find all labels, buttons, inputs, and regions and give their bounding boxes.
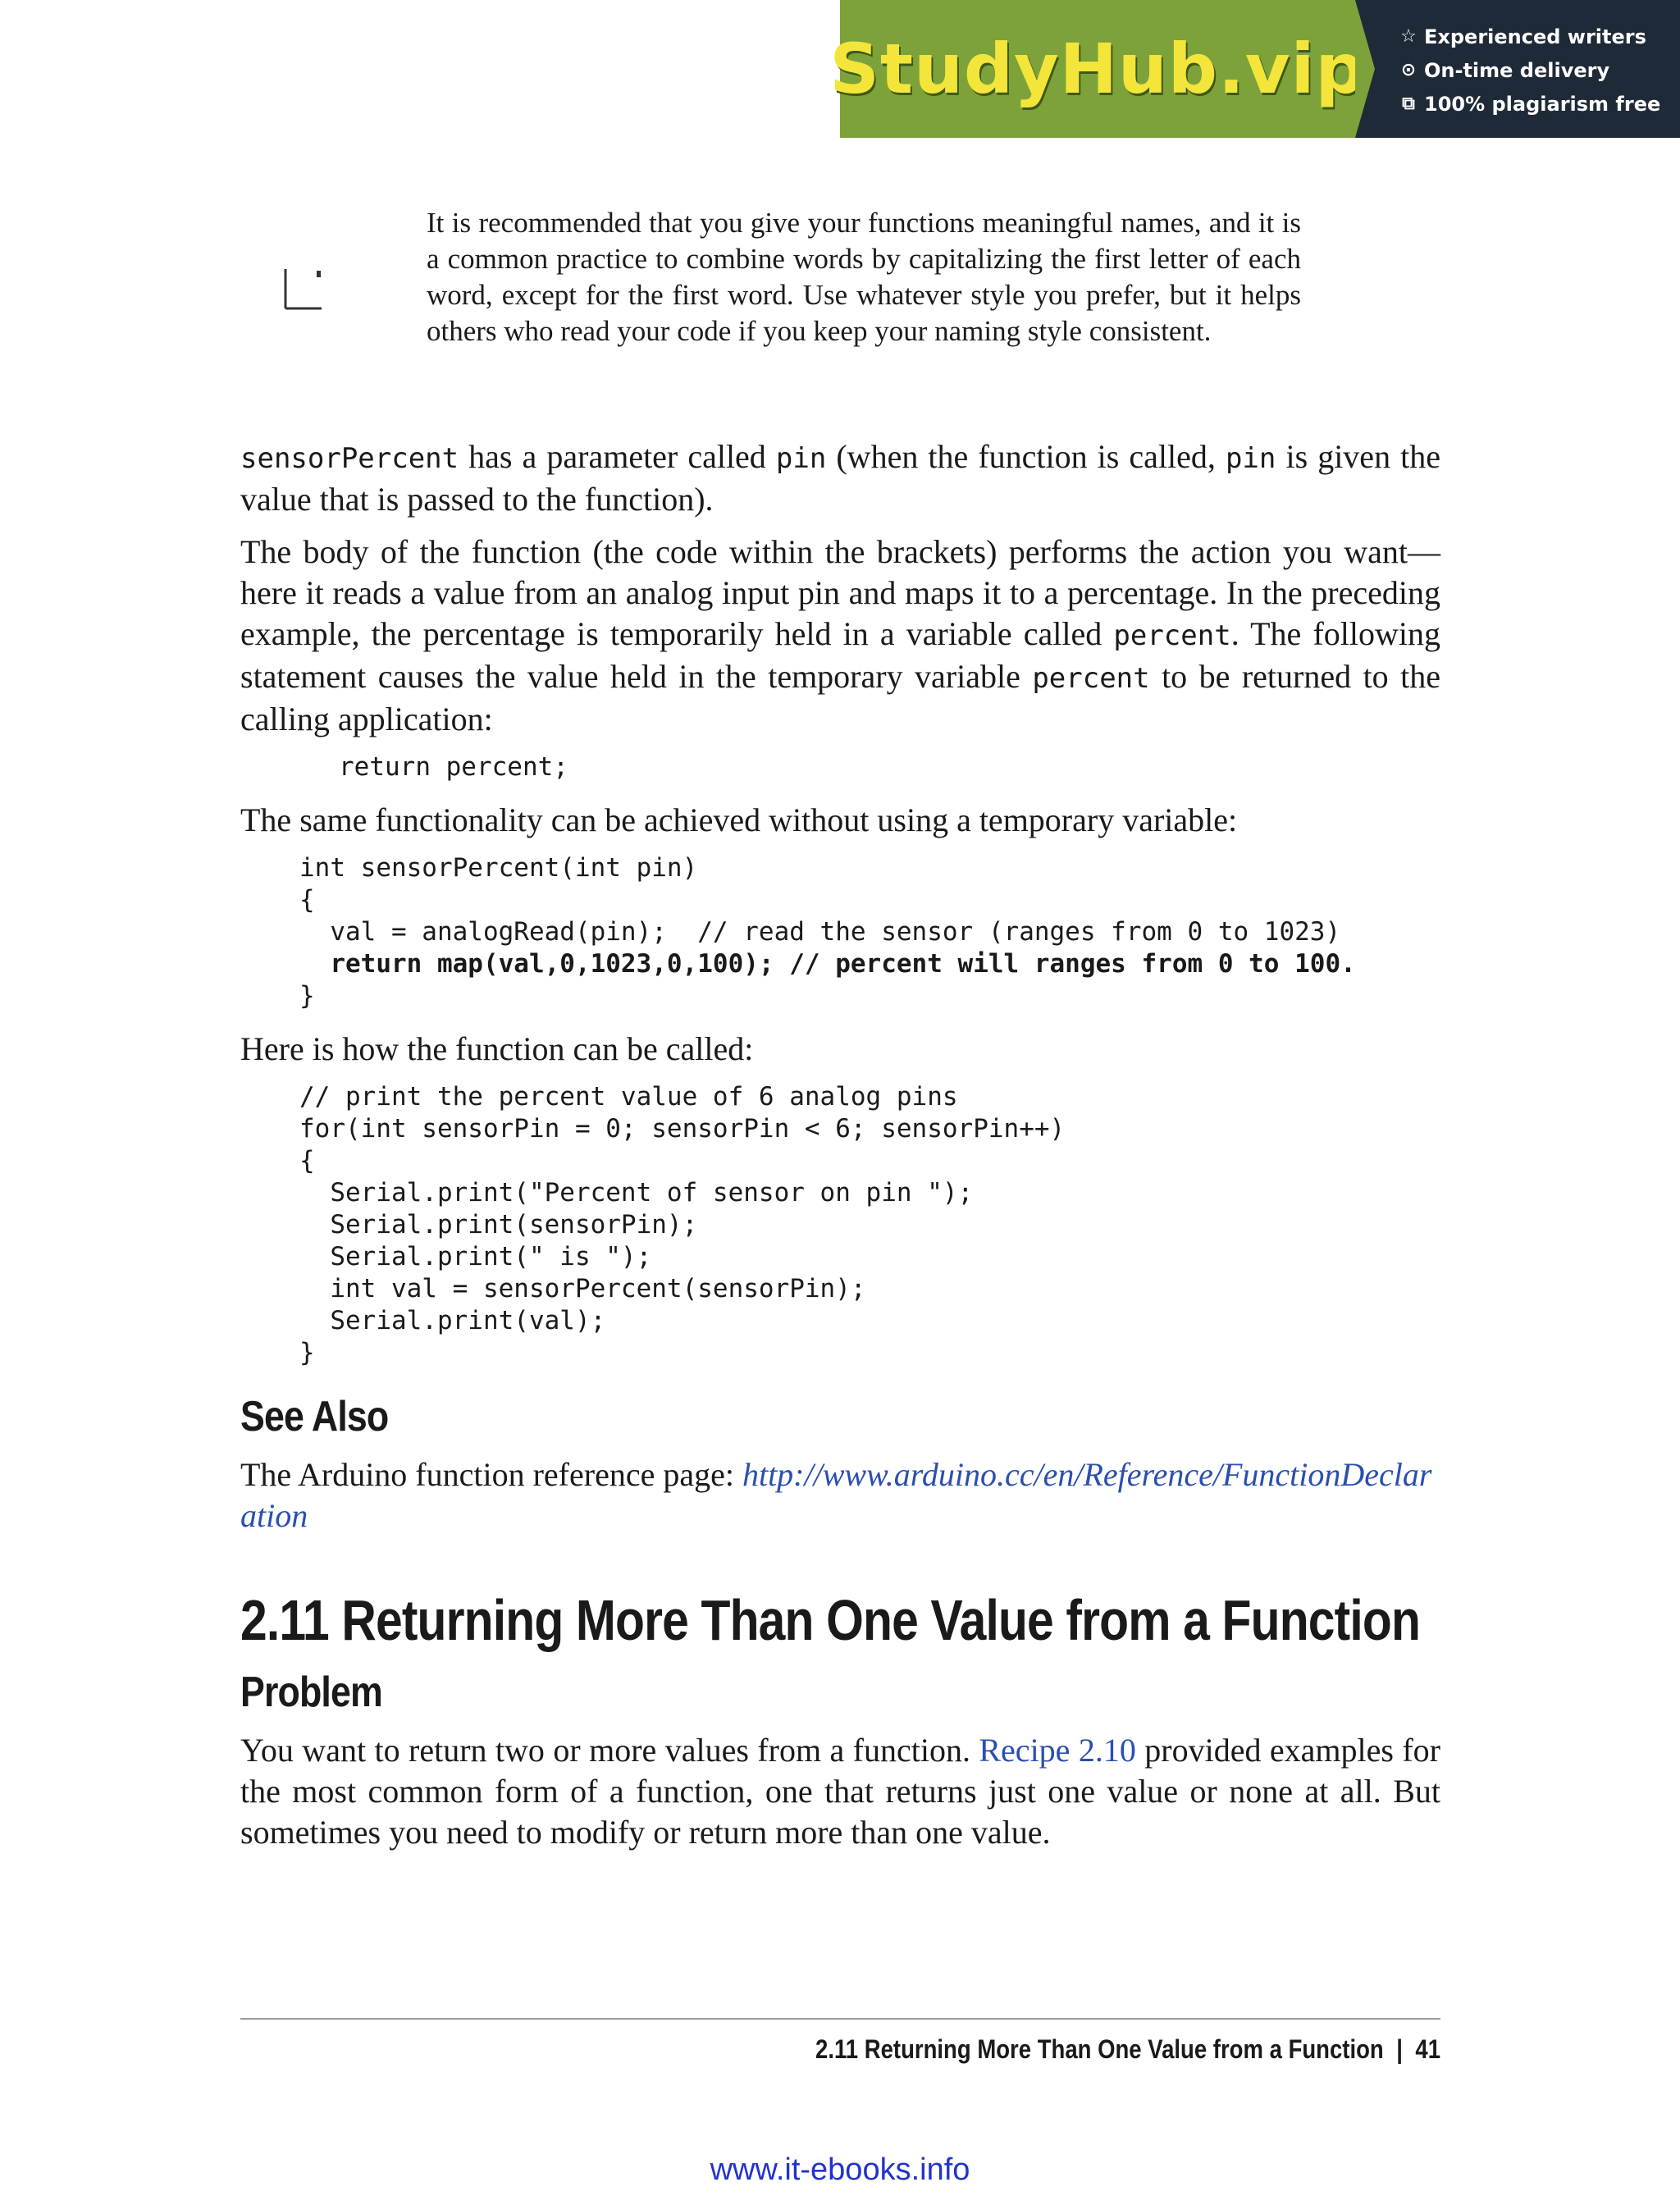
paragraph-function-body [240,532,1440,740]
inline-code: pin [775,442,827,475]
problem-heading: Problem [240,1669,382,1716]
recipe-link[interactable]: Recipe 2.10 [979,1732,1136,1769]
text: provided examples for the most common form of a function, one that returns just one value or none at all. But sometimes you need to modify or return more than one value. [240,1732,1440,1851]
code-return-statement: return percent; [339,752,568,782]
feature-label: 100% plagiarism free [1424,92,1661,116]
code-call-example: // print the percent value of 6 analog pins for(int sensorPin = 0; sensorPin < 6; sensorPin++) { Serial.print("Percent of sensor on pin "); Serial.print(sensorPin); Serial.print(" is "); int val = sensorPercent(sensorPin); Serial.print(val); } [299,1082,1066,1367]
text: You want to return two or more values from a function. [240,1732,979,1769]
page-content [240,436,1440,1865]
copy-icon: ⧉ [1402,94,1415,114]
code-line: val = analogRead(pin); // read the sensor (ranges from 0 to 1023) [299,917,1341,947]
running-footer [815,2033,1440,2066]
page-number: 41 [1415,2034,1440,2064]
text: The body of the function (the code within the brackets) performs the action you want—here it reads a value from an analog input pin and maps it to a percentage. In the preceding example, the percentage is temporarily held in a variable called [240,533,1440,652]
code-line: { [299,885,315,915]
inline-code: pin [1225,442,1276,475]
paragraph-problem [240,1730,1440,1853]
code-sensor-percent-function [299,852,1440,1012]
text: has a parameter called [459,438,776,475]
code-line-bold: return map(val,0,1023,0,100); // percent will ranges from 0 to 100. [299,949,1356,979]
function-reference-link[interactable]: http://www.arduino.cc/en/Reference/FunctionDeclaration [240,1456,1432,1534]
footer-separator: | [1396,2034,1403,2064]
paragraph-same-functionality: The same functionality can be achieved without using a temporary variable: [240,801,1238,838]
banner-features [1355,0,1680,138]
inline-code: sensorPercent [240,442,459,475]
text: . The following statement causes the value held in the temporary variable [240,615,1441,695]
text: (when the function is called, [826,438,1226,475]
section-heading: 2.11 Returning More Than One Value from a Function [240,1588,1421,1652]
feature-label: Experienced writers [1424,25,1646,48]
text: to be returned to the calling application: [240,658,1441,737]
see-also-heading: See Also [240,1393,389,1440]
paragraph-how-called: Here is how the function can be called: [240,1030,754,1067]
studyhub-banner[interactable] [829,0,1680,138]
studyhub-logo-text: StudyHub.vip [829,29,1366,109]
watermark-link[interactable]: www.it-ebooks.info [710,2152,970,2187]
note-corner-icon [284,267,323,310]
text: The Arduino function reference page: [240,1456,742,1493]
running-title: 2.11 Returning More Than One Value from a Function [815,2034,1384,2064]
code-line: int sensorPercent(int pin) [299,853,698,883]
feature-on-time-delivery [1398,53,1680,87]
inline-code: percent [1032,662,1150,695]
paragraph-parameter [240,436,1440,520]
footer-divider [240,2018,1440,2020]
code-line: } [299,981,315,1011]
feature-label: On-time delivery [1424,58,1610,82]
inline-code: percent [1113,619,1231,652]
clock-icon: ⊙ [1400,60,1417,80]
text: is given the value that is passed to the function). [240,438,1440,518]
note-text: It is recommended that you give your functions meaningful names, and it is a common practice to combine words by capitalizing the first letter of each word, except for the first word. Use whatever style you prefer, but it helps others who read your code if you keep your naming style consistent. [427,207,1301,347]
paragraph-see-also [240,1454,1440,1536]
star-icon: ☆ [1400,26,1417,47]
studyhub-logo[interactable] [829,0,1366,138]
feature-experienced-writers [1398,20,1680,53]
feature-plagiarism-free [1398,87,1680,121]
